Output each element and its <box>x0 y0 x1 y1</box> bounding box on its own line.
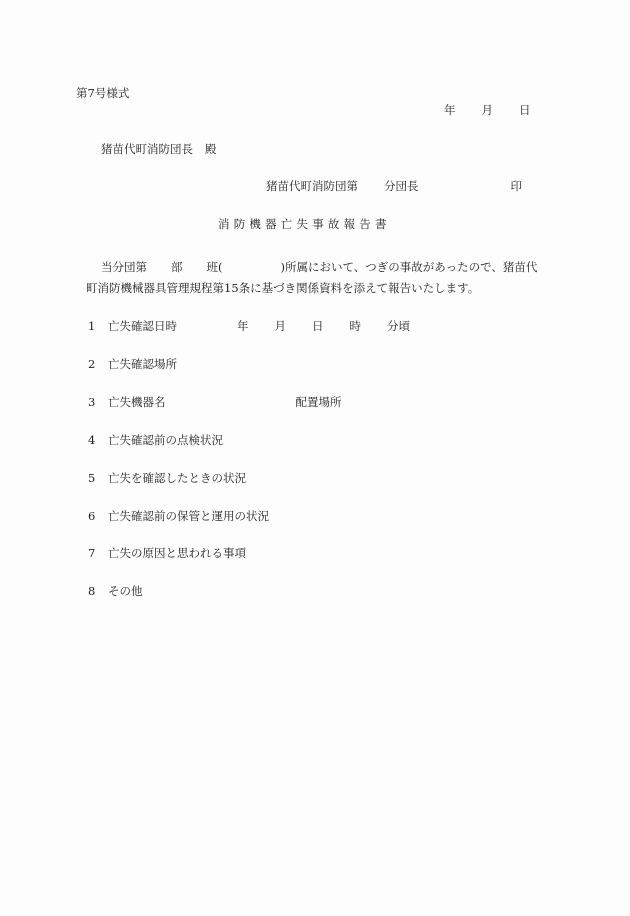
addressee-honorific: 殿 <box>205 142 217 156</box>
addressee-name: 猪苗代町消防団長 <box>101 142 193 156</box>
field-month: 月 <box>274 319 286 333</box>
body-paragraph <box>88 257 558 299</box>
item-number: 6 <box>88 509 96 523</box>
placement-location-label: 配置場所 <box>295 395 342 409</box>
document-title: 消防機器亡失事故報告書 <box>218 217 391 231</box>
item-2 <box>88 357 177 371</box>
item-label: その他 <box>108 584 143 598</box>
body-text-part: 班( <box>206 260 223 274</box>
item-number: 5 <box>88 471 96 485</box>
body-line-1 <box>88 257 558 278</box>
date-month-label: 月 <box>481 103 493 117</box>
item-number: 3 <box>88 395 96 409</box>
item-number: 4 <box>88 433 96 447</box>
item-label: 亡失を確認したときの状況 <box>108 471 246 485</box>
sender-line <box>266 179 522 193</box>
addressee-line <box>101 142 217 156</box>
field-minute: 分頃 <box>387 319 410 333</box>
sender-role: 分団長 <box>384 179 419 193</box>
date-day-label: 日 <box>519 103 531 117</box>
item-number: 1 <box>88 319 96 333</box>
item-3 <box>88 395 342 409</box>
item-label: 亡失確認前の保管と運用の状況 <box>108 509 269 523</box>
field-hour: 時 <box>349 319 361 333</box>
field-year: 年 <box>237 319 249 333</box>
item-label: 亡失の原因と思われる事項 <box>108 546 246 560</box>
body-line-2: 町消防機械器具管理規程第15条に基づき関係資料を添えて報告いたします。 <box>86 281 480 295</box>
item-label: 亡失確認前の点検状況 <box>108 433 223 447</box>
date-line <box>444 103 531 117</box>
item-label: 亡失確認場所 <box>108 357 177 371</box>
form-number: 第7号様式 <box>76 86 130 100</box>
item-7 <box>88 546 246 560</box>
seal-mark: 印 <box>510 179 522 193</box>
item-label: 亡失機器名 <box>108 395 166 409</box>
item-number: 8 <box>88 584 96 598</box>
item-6 <box>88 509 269 523</box>
field-day: 日 <box>312 319 324 333</box>
sender-org: 猪苗代町消防団第 <box>266 179 358 193</box>
item-number: 2 <box>88 357 96 371</box>
item-number: 7 <box>88 546 96 560</box>
item-label: 亡失確認日時 <box>108 319 177 333</box>
item-8 <box>88 584 143 598</box>
body-text-part: )所属において、つぎの事故があったので、猪苗代 <box>280 260 538 274</box>
item-5 <box>88 471 246 485</box>
date-year-label: 年 <box>444 103 456 117</box>
body-text-part: 部 <box>171 260 183 274</box>
body-text-part: 当分団第 <box>101 260 147 274</box>
item-4 <box>88 433 223 447</box>
item-1 <box>88 319 410 333</box>
